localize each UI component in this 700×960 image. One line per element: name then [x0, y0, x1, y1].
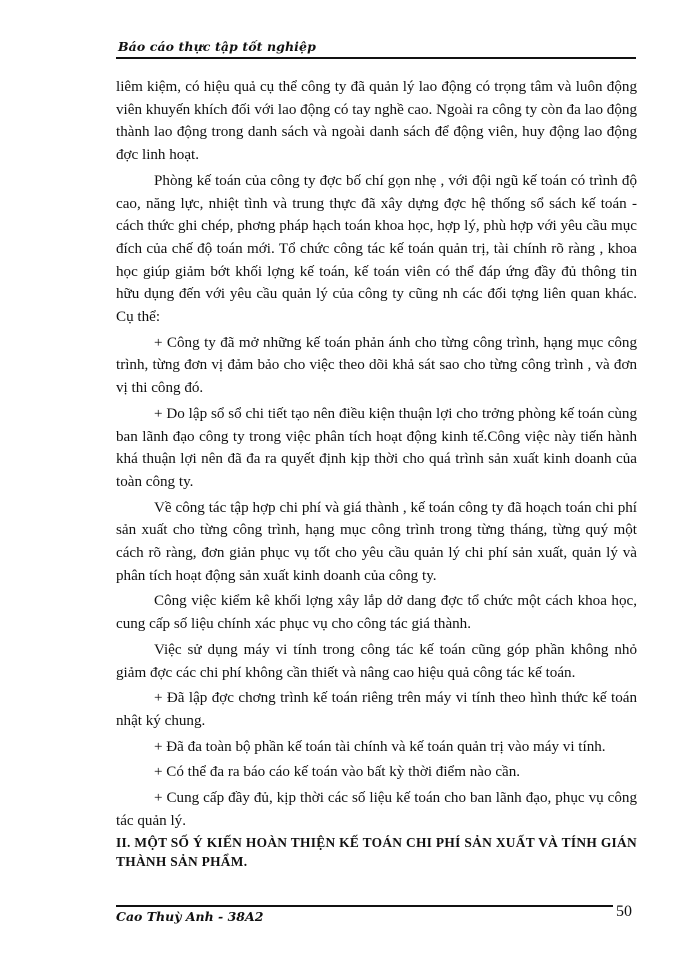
- bullet-paragraph: + Đã lập đợc chơng trình kế toán riêng trên máy vi tính theo hình thức kế toán nhật ký chung.: [116, 690, 637, 729]
- footer-rule: [116, 905, 613, 907]
- header-rule: [116, 57, 636, 59]
- body-text: [116, 76, 637, 874]
- footer-author: Cao Thuỳ Anh - 38A2: [116, 909, 264, 924]
- bullet-paragraph: + Có thể đa ra báo cáo kế toán vào bất kỳ thời điểm nào cần.: [154, 764, 521, 781]
- paragraph: liêm kiệm, có hiệu quả cụ thể công ty đã quản lý lao động có trọng tâm và luôn động viên khuyến khích đối với lao động có tay nghề cao. Ngoài ra công ty còn đa lao động thành lao động trong danh sách và ngoài danh sách để động viên, huy động lao động đợc linh hoạt.: [116, 79, 637, 164]
- page-number: 50: [616, 903, 632, 920]
- paragraph: Việc sử dụng máy vi tính trong công tác kế toán cũng góp phần không nhỏ giảm đợc các chi phí không cần thiết và nâng cao hiệu quả công tác kế toán.: [116, 641, 637, 681]
- running-header: Báo cáo thực tập tốt nghiệp: [118, 39, 316, 54]
- paragraph: Về công tác tập hợp chi phí và giá thành , kế toán công ty đã hoạch toán chi phí sản xuất cho từng công trình, hạng mục công trình trong từng tháng, từng quý một cách rõ ràng, đơn giản phục vụ tốt cho yêu cầu quản lý chi phí sản xuất, quản lý và phân tích hoạt động sản xuất kinh doanh của công ty.: [116, 499, 637, 584]
- paragraph: Phòng kế toán của công ty đợc bố chí gọn nhẹ , với đội ngũ kế toán có trình độ cao, năng lực, nhiệt tình và trung thực đã xây dựng đợc hệ thống sổ sách kế toán - cách thức ghi chép, phơng pháp hạch toán khoa học, hợp lý, phù hợp với yêu cầu mục đích của chế độ toán mới. Tổ chức công tác kế toán quản trị, tài chính rõ ràng , khoa học giúp giảm bớt khối lợng kế toán, kế toán viên có thể đáp ứng đầy đủ thông tin hữu dụng đến với yêu cầu quản lý của công ty cũng nh các đối tợng liên quan khác. Cụ thể:: [116, 172, 637, 326]
- bullet-paragraph: + Đã đa toàn bộ phần kế toán tài chính và kế toán quản trị vào máy vi tính.: [154, 738, 606, 755]
- bullet-paragraph: + Do lập sổ sổ chi tiết tạo nên điều kiện thuận lợi cho trởng phòng kế toán cùng ban lãnh đạo công ty trong việc phân tích hoạt động kinh tế.Công việc này tiến hành khá thuận lợi nên đã đa ra quyết định kịp thời cho quá trình sản xuất kinh doanh của toàn công ty.: [116, 405, 637, 490]
- bullet-paragraph: + Công ty đã mở những kế toán phản ánh cho từng công trình, hạng mục công trình, từng đơn vị đảm bảo cho việc theo dõi khả sát sao cho từng công trình , và đơn vị thi công đó.: [116, 334, 637, 397]
- paragraph: Công việc kiểm kê khối lợng xây lắp dở dang đợc tổ chức một cách khoa học, cung cấp số liệu chính xác phục vụ cho công tác giá thành.: [116, 593, 637, 633]
- bullet-paragraph: + Cung cấp đầy đủ, kịp thời các số liệu kế toán cho ban lãnh đạo, phục vụ công tác quản lý.: [116, 790, 637, 829]
- section-heading: II. MỘT SỐ Ý KIẾN HOÀN THIỆN KẾ TOÁN CHI PHÍ SẢN XUẤT VÀ TÍNH GIÁN THÀNH SẢN PHẨM.: [116, 834, 637, 869]
